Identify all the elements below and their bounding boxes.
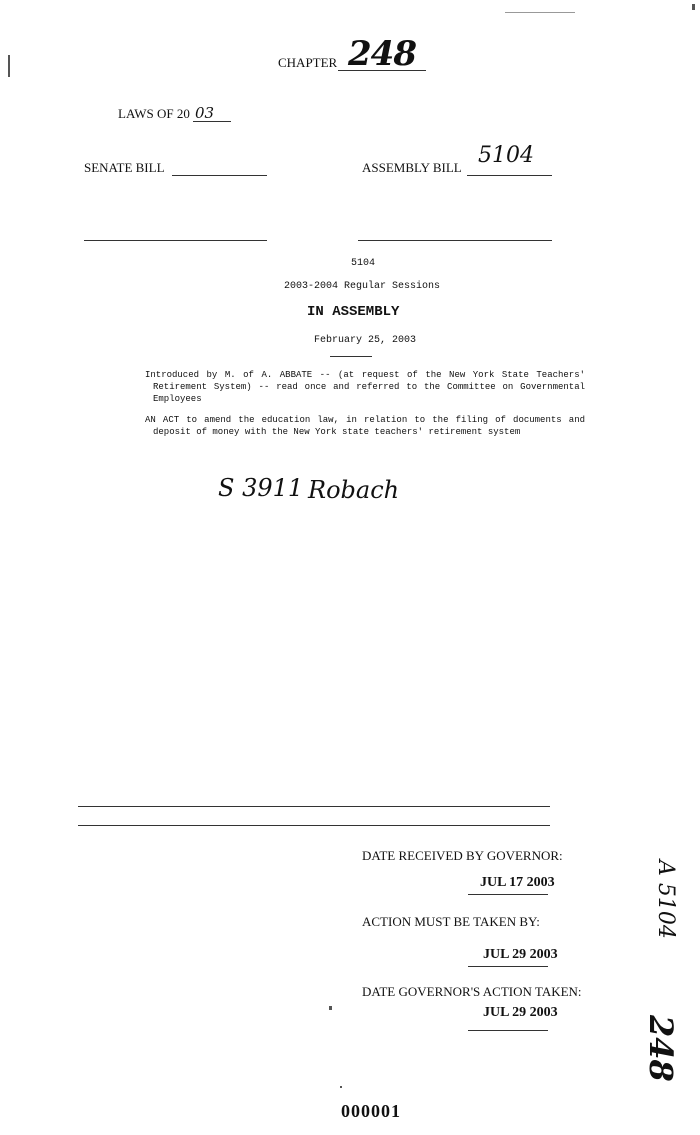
- assembly-bill-line: [467, 175, 552, 176]
- bottom-divider-2: [78, 825, 550, 826]
- act-title-paragraph: [145, 414, 585, 438]
- due-date-stamp: JUL 29 2003: [483, 947, 558, 962]
- session-label: 2003-2004 Regular Sessions: [284, 281, 441, 292]
- received-label: DATE RECEIVED BY GOVERNOR:: [362, 848, 563, 863]
- scan-mark: [340, 1086, 342, 1088]
- scan-mark: [692, 4, 695, 10]
- bottom-divider-1: [78, 806, 550, 807]
- received-date-stamp: JUL 17 2003: [480, 875, 555, 890]
- chapter-number: 248: [348, 34, 416, 74]
- bill-number: 5104: [351, 258, 376, 269]
- laws-line: [193, 121, 231, 122]
- house-heading: IN ASSEMBLY: [307, 304, 400, 320]
- chapter-label: CHAPTER: [278, 55, 338, 70]
- assembly-bill-number: 5104: [478, 143, 534, 168]
- introduced-paragraph: [145, 369, 585, 405]
- date-divider: [330, 356, 372, 357]
- act-title-text: AN ACT to amend the education law, in relation to the filing of documents and deposit of money with the New York state teachers' retirement system: [145, 415, 585, 437]
- introduced-text: Introduced by M. of A. ABBATE -- (at request of the New York State Teachers' Retirement System) -- read once and referred to the Committee on Governmental Employees: [145, 370, 585, 404]
- chapter-line: [338, 70, 426, 71]
- laws-label: LAWS OF 20: [118, 106, 190, 121]
- action-date-stamp: JUL 29 2003: [483, 1005, 558, 1020]
- senate-reference-handwriting: S 3911: [218, 474, 304, 502]
- senate-bill-line: [172, 175, 267, 176]
- assembly-bill-label: ASSEMBLY BILL: [362, 160, 462, 175]
- action-label: DATE GOVERNOR'S ACTION TAKEN:: [362, 984, 582, 999]
- margin-bill-handwriting: A 5104: [653, 860, 678, 939]
- due-label: ACTION MUST BE TAKEN BY:: [362, 914, 540, 929]
- received-line: [468, 894, 548, 895]
- page-number: 000001: [341, 1101, 401, 1121]
- scan-mark: [8, 55, 10, 77]
- due-line: [468, 966, 548, 967]
- divider-left: [84, 240, 267, 241]
- introduction-date: February 25, 2003: [314, 335, 417, 346]
- sponsor-signature: Robach: [308, 476, 400, 504]
- scan-mark: [505, 12, 575, 13]
- scan-mark: [329, 1006, 332, 1010]
- margin-chapter-handwriting: 248: [642, 1015, 680, 1082]
- action-line: [468, 1030, 548, 1031]
- laws-year: 03: [195, 104, 215, 122]
- senate-bill-label: SENATE BILL: [84, 160, 165, 175]
- divider-right: [358, 240, 552, 241]
